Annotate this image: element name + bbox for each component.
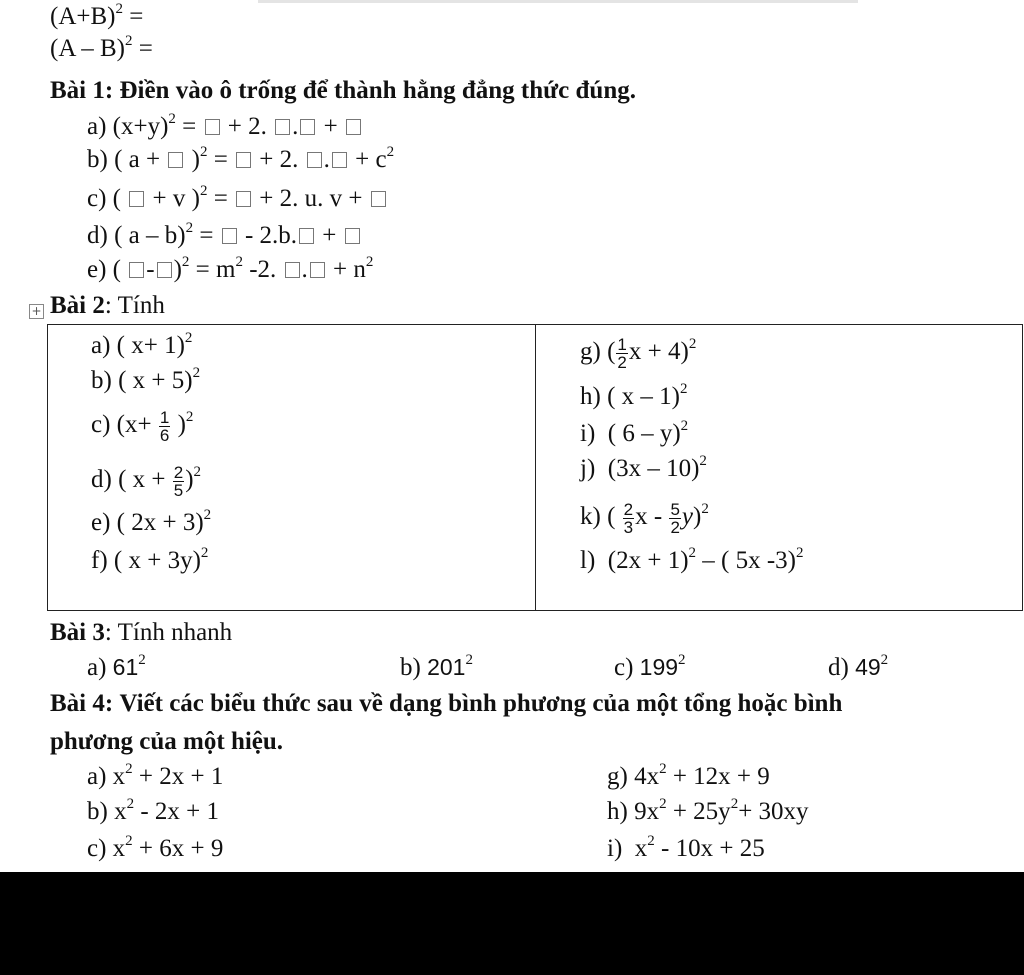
bai2-item-a: a) ( x+ 1)$^2$ — [91, 330, 193, 359]
bai1-item-b: b) ( a + )$^2$ = + 2. . + $c^2$ — [87, 144, 395, 173]
bai2-item-i: i) ( 6 – y)$^2$ — [580, 418, 689, 447]
bai4-item-h: h) $9x^2 + 25y^2+ 30xy$ — [607, 796, 809, 825]
top-divider — [258, 0, 858, 3]
bai2-item-f: f) ( x + 3y)$^2$ — [91, 545, 209, 574]
table-move-handle-icon[interactable]: + — [29, 304, 44, 319]
bai3-item-d: d) $49^2$ — [828, 652, 889, 681]
bai4-item-i: i) $x^2 - 10x + 25$ — [607, 833, 765, 862]
bai2-item-g: g) ( $\frac{1}{2}$ x + 4)$^2$ — [580, 334, 697, 372]
bai1-item-e: e) ( - )$^2 = m^2$ -2. . + $n^2$ — [87, 254, 374, 283]
table-column-divider — [535, 325, 536, 610]
bai3-item-b: b) $201^2$ — [400, 652, 473, 681]
bai4-item-b: b) $x^2 - 2x + 1$ — [87, 796, 220, 825]
bai2-item-l: l) $(2x + 1)^2$ – ( 5x -3)$^2$ — [580, 545, 804, 574]
bai1-heading: Bài 1: Điền vào ô trống để thành hằng đẳng thức đúng. — [50, 77, 636, 104]
bai1-item-d: d) ( a – b)$^2$ = - 2.b. + — [87, 221, 362, 251]
bai2-item-d: d) ( x + $\frac{2}{5}$ )$^2$ — [91, 462, 202, 500]
blank-box — [205, 119, 220, 135]
bai4-heading-line2: phương của một hiệu. — [50, 728, 284, 755]
bai2-item-h: h) ( x – 1)$^2$ — [580, 381, 688, 410]
bai1-item-c: c) ( + v )$^2$ = + 2. u. v + — [87, 184, 388, 214]
bai2-item-e: e) ( 2x + 3)$^2$ — [91, 507, 212, 536]
bai2-item-j: j) (3x – 10)$^2$ — [580, 453, 707, 482]
bai2-item-b: b) ( x + 5)$^2$ — [91, 365, 201, 394]
bai2-item-c: c) (x+ $\frac{1}{6}$ )$^2$ — [91, 407, 194, 445]
bai3-heading: Bài 3: Tính nhanh — [50, 619, 233, 646]
bai4-item-c: c) $x^2 + 6x + 9$ — [87, 833, 224, 862]
bai4-item-g: g) $4x^2 + 12x + 9$ — [607, 761, 770, 790]
bai4-heading: Bài 4: Viết các biểu thức sau về dạng bình phương của một tổng hoặc bình — [50, 690, 843, 717]
bai3-item-c: c) $199^2$ — [614, 652, 686, 681]
bai2-heading: Bài 2: Tính — [50, 292, 165, 319]
formula-sum-square: $(A+B)^2$ = — [50, 1, 144, 30]
black-bottom-bar — [0, 872, 1024, 975]
bai1-item-a: a) $(x+y)^2$ = + 2. . + — [87, 112, 363, 142]
bai4-item-a: a) $x^2 + 2x + 1$ — [87, 761, 224, 790]
bai3-item-a: a) $61^2$ — [87, 652, 146, 681]
bai2-item-k: k) ( $\frac{2}{3}$ x - $\frac{5}{2}$ y)$^2$ — [580, 499, 709, 537]
formula-diff-square: (A – B)$^2$ = — [50, 33, 153, 62]
